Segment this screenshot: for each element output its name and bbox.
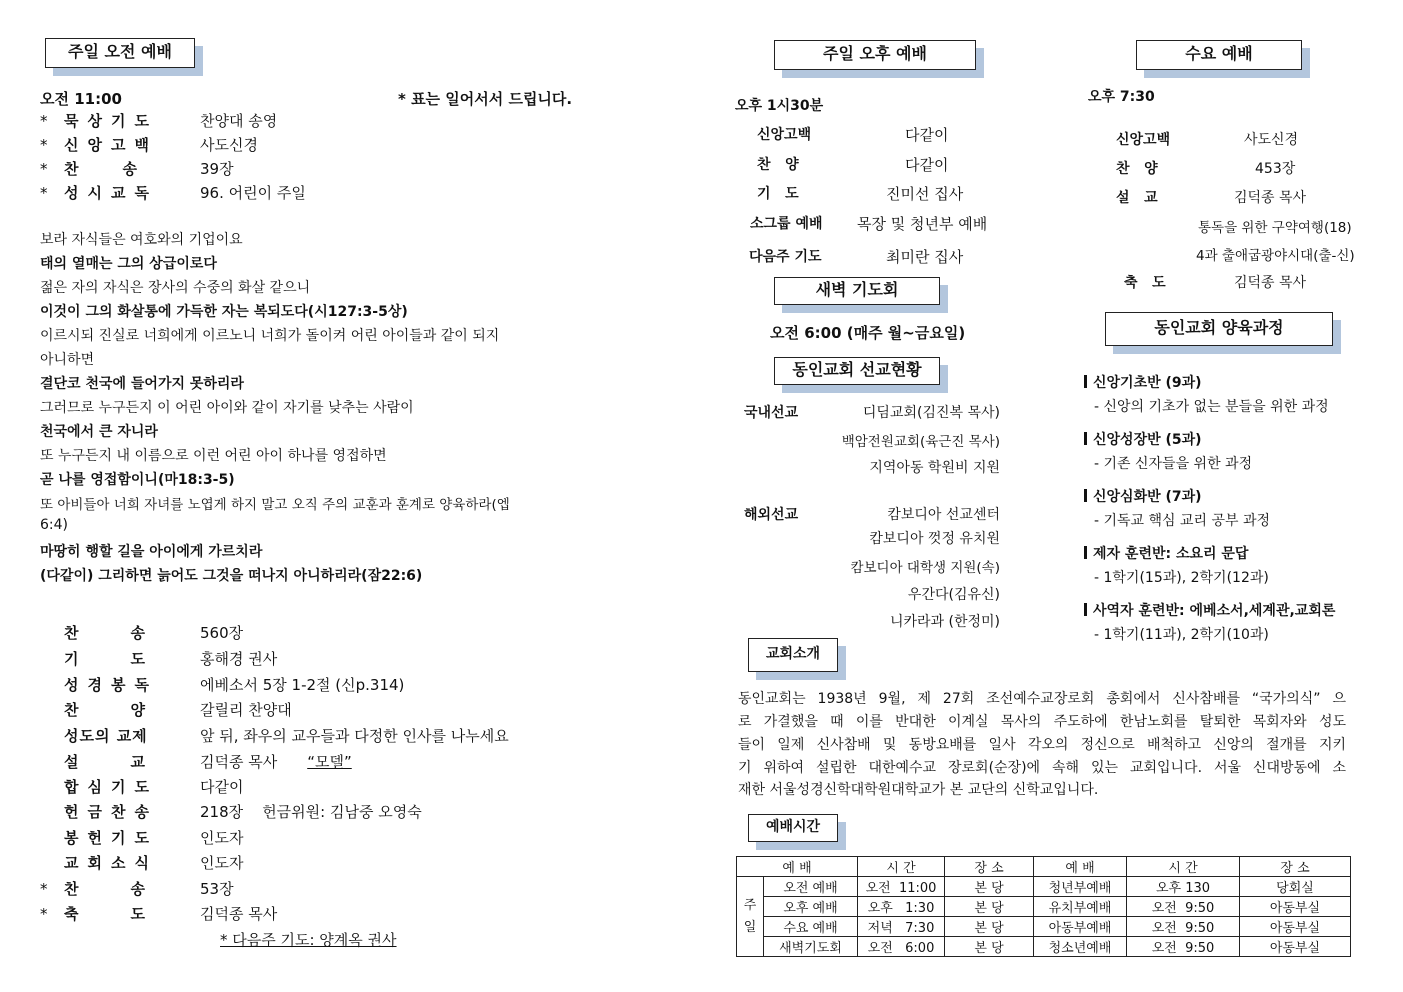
course-bullet [1084, 375, 1087, 388]
afternoon-label: 찬 양 [757, 157, 799, 173]
course-bullet [1084, 489, 1087, 502]
order-row [40, 801, 422, 822]
wednesday-label: 찬 양 [1116, 161, 1158, 177]
order-label: 헌금찬송 [64, 803, 158, 821]
reading-line: 결단코 천국에 들어가지 못하리라 [40, 376, 244, 392]
table-cell: 저녁 7:30 [858, 917, 945, 937]
order-row [40, 878, 234, 899]
wednesday-value: 김덕종 목사 [1234, 275, 1307, 291]
star-mark: * [40, 905, 48, 923]
order-value: 김덕종 목사 [200, 753, 278, 771]
course-bullet [1084, 546, 1087, 559]
table-cell: 오전 9:50 [1127, 917, 1240, 937]
order-value: 다같이 [200, 778, 244, 796]
reading-line: 6:4) [40, 517, 68, 533]
wednesday-label: 신앙고백 [1116, 132, 1171, 148]
table-cell: 오전 예배 [764, 877, 858, 897]
intro-line: 들이 일제 신사참배 및 동방요배를 일사 각오의 정신으로 배척하고 신앙의 절개를 지키 [738, 737, 1346, 753]
reading-line: 또 누구든지 내 이름으로 이런 어린 아이 하나를 영접하면 [40, 448, 387, 464]
table-cell: 새벽기도회 [764, 937, 858, 957]
table-cell: 아동부예배 [1034, 917, 1127, 937]
table-row [737, 917, 1351, 937]
order-row [40, 903, 277, 924]
order-row [40, 674, 404, 695]
order-row [40, 110, 277, 131]
order-value: 찬양대 송영 [200, 112, 278, 130]
order-row [40, 827, 243, 848]
next-week-prayer: * 다음주 기도: 양계옥 권사 [220, 931, 397, 949]
standing-note: * 표는 일어서서 드립니다. [398, 90, 573, 108]
domestic-label: 국내선교 [744, 405, 799, 421]
wednesday-label: 설 교 [1116, 190, 1158, 206]
mission-item: 우간다(김유신) [907, 587, 1000, 603]
reading-line: 아니하면 [40, 352, 95, 368]
intro-line: 기 위하여 설립한 대한예수교 장로회(순장)에 속해 있는 교회입니다. 서울 신대방동에 소 [738, 760, 1346, 776]
reading-line: 이르시되 진실로 너희에게 이르노니 너희가 돌이켜 어린 아이들과 같이 되지 [40, 328, 500, 344]
order-row [40, 776, 243, 797]
order-label: 축도 [64, 905, 197, 923]
order-label: 묵상기도 [64, 112, 158, 130]
course-desc: - 신앙의 기초가 없는 분들을 위한 과정 [1094, 399, 1329, 415]
order-label: 성시교독 [64, 184, 158, 202]
table-cell: 오전 6:00 [858, 937, 945, 957]
order-value: 사도신경 [200, 136, 258, 154]
header-cell: 예 배 [1034, 857, 1127, 877]
course-desc: - 1학기(11과), 2학기(10과) [1094, 627, 1269, 643]
mission-item: 백암전원교회(육근진 목사) [841, 434, 1000, 450]
order-row [40, 134, 258, 155]
schedule-table [736, 856, 1351, 957]
order-value: 218장 헌금위원: 김남중 오영숙 [200, 803, 422, 821]
order-value: 김덕종 목사 [200, 905, 278, 923]
order-label: 합심기도 [64, 778, 158, 796]
intro-line: 로 가결했을 때 이를 반대한 이계실 목사의 주도하에 한남노회를 탈퇴한 목회자와 성도 [738, 714, 1346, 730]
course-name: 제자 훈련반: 소요리 문답 [1084, 543, 1248, 563]
table-row [737, 897, 1351, 917]
order-value: 앞 뒤, 좌우의 교우들과 다정한 인사를 나누세요 [200, 727, 509, 745]
order-value: 인도자 [200, 829, 244, 847]
mission-item: 디딤교회(김진복 목사) [862, 405, 1000, 421]
mission-title: 동인교회 선교현황 [774, 357, 940, 385]
order-label: 성경봉독 [64, 676, 158, 694]
wednesday-value: 통독을 위한 구약여행(18) [1198, 220, 1352, 236]
afternoon-label: 신앙고백 [757, 127, 812, 143]
wednesday-value: 김덕종 목사 [1234, 190, 1307, 206]
overseas-label: 해외선교 [744, 507, 799, 523]
mission-item: 지역아동 학원비 지원 [869, 460, 1000, 476]
wednesday-title: 수요 예배 [1136, 40, 1302, 70]
order-label: 찬양 [64, 701, 197, 719]
order-row [40, 182, 306, 203]
order-label: 교회소식 [64, 854, 158, 872]
table-cell: 수요 예배 [764, 917, 858, 937]
order-value: 홍해경 권사 [200, 650, 278, 668]
afternoon-value: 최미란 집사 [886, 248, 964, 266]
wednesday-value: 4과 출애굽광야시대(출-신) [1196, 248, 1355, 264]
wednesday-time: 오후 7:30 [1088, 89, 1155, 105]
order-row [40, 622, 243, 643]
course-desc: - 기독교 핵심 교리 공부 과정 [1094, 513, 1271, 529]
table-cell: 유치부예배 [1034, 897, 1127, 917]
afternoon-label: 기 도 [757, 186, 799, 202]
table-row [737, 877, 1351, 897]
header-cell: 장 소 [1240, 857, 1351, 877]
afternoon-label: 다음주 기도 [749, 249, 822, 265]
courses-title: 동인교회 양육과정 [1105, 312, 1333, 346]
order-row [40, 648, 277, 669]
table-cell: 본 당 [945, 897, 1034, 917]
table-cell: 청년부예배 [1034, 877, 1127, 897]
order-label: 성도의 교제 [64, 727, 148, 745]
header-cell: 장 소 [945, 857, 1034, 877]
order-label: 찬송 [64, 160, 181, 178]
order-row [40, 852, 243, 873]
header-cell: 시 간 [858, 857, 945, 877]
intro-line: 동인교회는 1938년 9월, 제 27회 조선예수교장로회 총회에서 신사참배를 “국가의식” 으 [738, 691, 1346, 707]
schedule-title: 예배시간 [748, 814, 838, 842]
star-mark: * [40, 136, 48, 154]
dawn-title: 새벽 기도회 [774, 277, 940, 305]
header-cell: 시 간 [1127, 857, 1240, 877]
course-name: 사역자 훈련반: 에베소서,세계관,교회론 [1084, 600, 1335, 620]
table-cell: 당회실 [1240, 877, 1351, 897]
table-cell: 아동부실 [1240, 937, 1351, 957]
intro-title: 교회소개 [748, 638, 838, 672]
morning-time: 오전 11:00 [40, 90, 122, 108]
order-row [40, 725, 509, 746]
order-value: 39장 [200, 160, 234, 178]
order-label: 찬송 [64, 880, 197, 898]
order-value: 53장 [200, 880, 234, 898]
course-desc: - 기존 신자들을 위한 과정 [1094, 456, 1253, 472]
table-cell: 본 당 [945, 877, 1034, 897]
mission-item: 캄보디아 껏정 유치원 [869, 531, 1000, 547]
sunday-side-label: 주 일 [737, 877, 764, 957]
mission-item: 캄보디아 선교센터 [887, 507, 1000, 523]
star-mark: * [40, 880, 48, 898]
table-row [737, 937, 1351, 957]
order-row [40, 158, 234, 179]
afternoon-value: 목장 및 청년부 예배 [857, 215, 988, 233]
sermon-title: “모델” [307, 753, 352, 771]
course-name: 신앙성장반 (5과) [1084, 429, 1202, 449]
table-cell: 오전 9:50 [1127, 897, 1240, 917]
wednesday-label: 축 도 [1124, 275, 1166, 291]
star-mark: * [40, 112, 48, 130]
order-label: 설교 [64, 753, 197, 771]
reading-line: 젊은 자의 자식은 장사의 수중의 화살 같으니 [40, 280, 311, 296]
order-value: 인도자 [200, 854, 244, 872]
table-cell: 오후 130 [1127, 877, 1240, 897]
wednesday-value: 사도신경 [1244, 132, 1299, 148]
table-cell: 오후 1:30 [858, 897, 945, 917]
morning-title: 주일 오전 예배 [45, 38, 195, 68]
table-cell: 아동부실 [1240, 897, 1351, 917]
order-row [40, 751, 352, 772]
reading-line: 이것이 그의 화살통에 가득한 자는 복되도다(시127:3-5상) [40, 304, 408, 320]
table-cell: 본 당 [945, 917, 1034, 937]
reading-line: (다같이) 그리하면 늙어도 그것을 떠나지 아니하리라(잠22:6) [40, 568, 423, 584]
table-cell: 아동부실 [1240, 917, 1351, 937]
order-value: 96. 어린이 주일 [200, 184, 306, 202]
reading-line: 태의 열매는 그의 상급이로다 [40, 256, 217, 272]
table-cell: 청소년예배 [1034, 937, 1127, 957]
order-label: 봉헌기도 [64, 829, 158, 847]
wednesday-value: 453장 [1255, 161, 1296, 177]
course-desc: - 1학기(15과), 2학기(12과) [1094, 570, 1269, 586]
course-bullet [1084, 432, 1087, 445]
reading-line: 그러므로 누구든지 이 어린 아이와 같이 자기를 낮추는 사람이 [40, 400, 414, 416]
table-cell: 오전 9:50 [1127, 937, 1240, 957]
course-bullet [1084, 603, 1087, 616]
table-cell: 오후 예배 [764, 897, 858, 917]
intro-line: 재한 서울성경신학대학원대학교가 본 교단의 신학교입니다. [738, 782, 1099, 798]
table-cell: 본 당 [945, 937, 1034, 957]
order-row [40, 699, 292, 720]
afternoon-title: 주일 오후 예배 [774, 40, 976, 70]
course-name: 신앙심화반 (7과) [1084, 486, 1202, 506]
afternoon-value: 진미선 집사 [886, 185, 964, 203]
star-mark: * [40, 160, 48, 178]
order-label: 신앙고백 [64, 136, 158, 154]
afternoon-value: 다같이 [905, 156, 949, 174]
afternoon-value: 다같이 [905, 126, 949, 144]
header-cell: 예 배 [737, 857, 858, 877]
order-label: 찬송 [64, 624, 197, 642]
order-label: 기도 [64, 650, 197, 668]
reading-line: 마땅히 행할 길을 아이에게 가르치라 [40, 544, 263, 560]
course-name: 신앙기초반 (9과) [1084, 372, 1202, 392]
reading-line: 천국에서 큰 자니라 [40, 424, 158, 440]
mission-item: 캄보디아 대학생 지원(속) [850, 560, 1000, 576]
order-value: 560장 [200, 624, 244, 642]
dawn-time: 오전 6:00 (매주 월~금요일) [770, 324, 966, 342]
reading-line: 보라 자식들은 여호와의 기업이요 [40, 232, 243, 248]
afternoon-label: 소그룹 예배 [750, 216, 823, 232]
table-header-row [737, 857, 1351, 877]
mission-item: 니카라과 (한정미) [889, 614, 1000, 630]
table-cell: 오전 11:00 [858, 877, 945, 897]
reading-line: 또 아비들아 너희 자녀를 노엽게 하지 말고 오직 주의 교훈과 훈계로 양육하라(엡 [40, 497, 510, 513]
order-value: 에베소서 5장 1-2절 (신p.314) [200, 676, 405, 694]
afternoon-time: 오후 1시30분 [735, 98, 824, 114]
star-mark: * [40, 184, 48, 202]
order-value: 갈릴리 찬양대 [200, 701, 292, 719]
reading-line: 곧 나를 영접함이니(마18:3-5) [40, 472, 235, 488]
